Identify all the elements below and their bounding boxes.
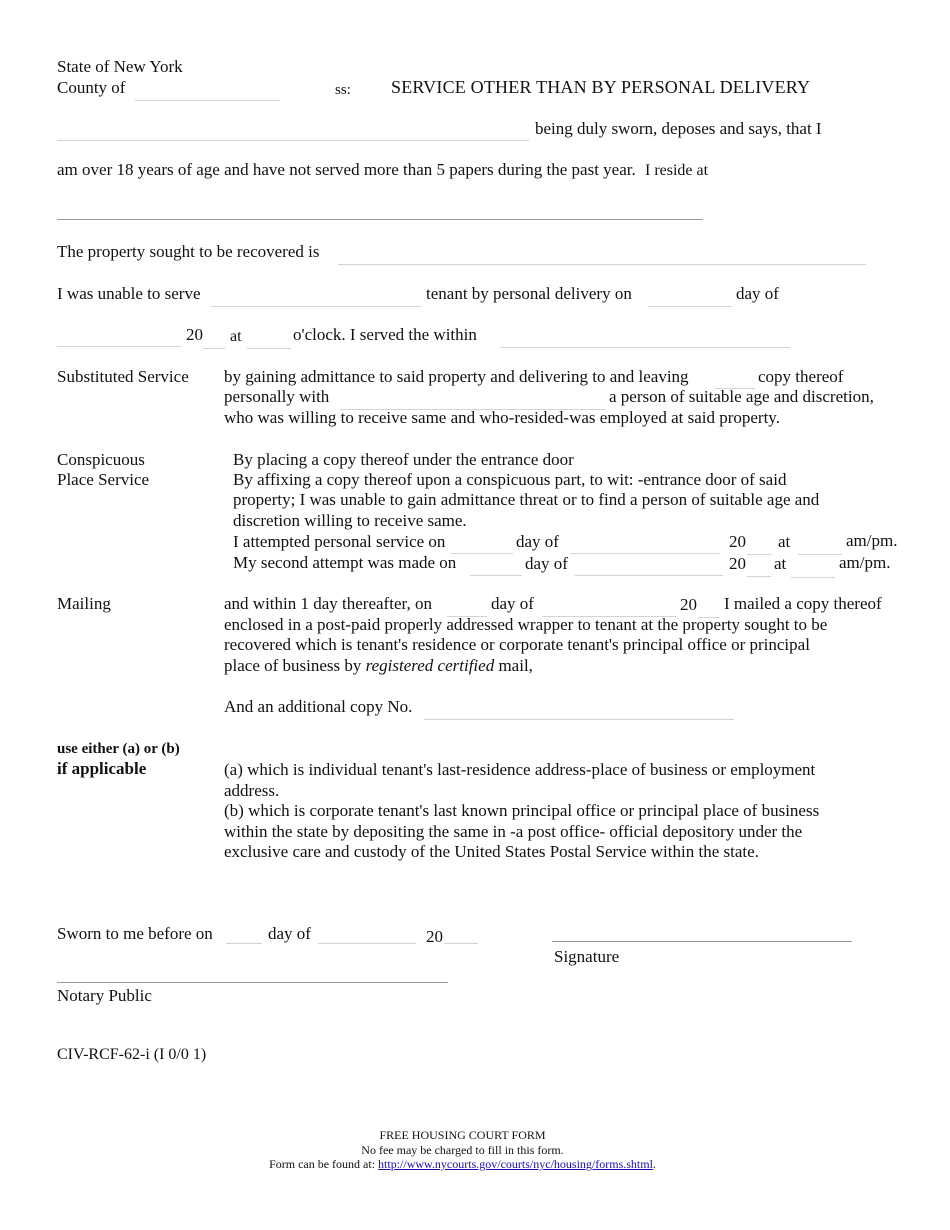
option-a-line-2: address. bbox=[224, 781, 280, 800]
tenant-name-input[interactable] bbox=[211, 286, 421, 307]
unable-label: I was unable to serve bbox=[57, 284, 201, 303]
delivery-day-input[interactable] bbox=[648, 286, 732, 307]
option-b-line-2: within the state by depositing the same in -a post office- official depository under the bbox=[224, 822, 803, 841]
day-of-label: day of bbox=[736, 284, 779, 303]
second-attempt-day-of: day of bbox=[525, 554, 568, 573]
year-prefix: 20 bbox=[186, 325, 203, 344]
registered-certified-text: registered certified bbox=[365, 656, 495, 675]
second-attempt-month-input[interactable] bbox=[575, 555, 723, 576]
mailing-label: Mailing bbox=[57, 594, 111, 613]
mailing-line-2: enclosed in a post-paid properly addressed wrapper to tenant at the property sought to be bbox=[224, 615, 828, 634]
sworn-month-input[interactable] bbox=[318, 923, 416, 944]
recipient-name-input[interactable] bbox=[340, 389, 605, 410]
second-attempt-day-input[interactable] bbox=[470, 555, 522, 576]
option-a-line-1: (a) which is individual tenant's last-residence address-place of business or employment bbox=[224, 760, 816, 779]
delivery-year-input[interactable] bbox=[203, 328, 225, 349]
reside-label: I reside at bbox=[645, 162, 709, 179]
age-statement: am over 18 years of age and have not served more than 5 papers during the past year. bbox=[57, 160, 636, 179]
delivery-time-input[interactable] bbox=[247, 328, 291, 349]
county-input[interactable] bbox=[135, 80, 280, 101]
conspicuous-label-2: Place Service bbox=[57, 470, 150, 489]
sworn-day-input[interactable] bbox=[226, 923, 262, 944]
sworn-year-input[interactable] bbox=[444, 923, 478, 944]
deponent-name-input[interactable] bbox=[57, 120, 529, 141]
conspicuous-line-4: discretion willing to receive same. bbox=[233, 511, 467, 530]
second-attempt-year-prefix: 20 bbox=[729, 554, 746, 573]
mailing-line-1: and within 1 day thereafter, on bbox=[224, 594, 432, 613]
form-code: CIV-RCF-62-i (I 0/0 1) bbox=[57, 1046, 207, 1063]
notary-line bbox=[57, 982, 448, 983]
second-attempt-label: My second attempt was made on bbox=[233, 553, 457, 572]
additional-copy-label: And an additional copy No. bbox=[224, 697, 413, 716]
option-b-line-3: exclusive care and custody of the United States Postal Service within the state. bbox=[224, 842, 759, 861]
sworn-year-prefix: 20 bbox=[426, 927, 443, 946]
conspicuous-line-2: By affixing a copy thereof upon a conspicuous part, to wit: -entrance door of said bbox=[233, 470, 787, 489]
first-attempt-year-prefix: 20 bbox=[729, 532, 746, 551]
delivery-month-input[interactable] bbox=[57, 326, 181, 347]
personally-with-label: personally with bbox=[224, 387, 330, 406]
residence-line bbox=[57, 219, 703, 220]
footer-no-fee: No fee may be charged to fill in this form. bbox=[361, 1142, 564, 1157]
second-attempt-year-input[interactable] bbox=[747, 556, 771, 577]
footer-location: Form can be found at: http://www.nycourts.gov/courts/nyc/housing/forms.shtml. bbox=[269, 1157, 656, 1171]
mailing-line-4: place of business by registered certified mail, bbox=[224, 656, 533, 675]
option-b-line-1: (b) which is corporate tenant's last known principal office or principal place of business bbox=[224, 801, 820, 820]
form-title: SERVICE OTHER THAN BY PERSONAL DELIVERY bbox=[391, 77, 811, 97]
additional-copy-input[interactable] bbox=[424, 699, 734, 720]
served-document-input[interactable] bbox=[500, 327, 790, 348]
first-attempt-label: I attempted personal service on bbox=[233, 532, 446, 551]
county-label: County of bbox=[57, 78, 126, 97]
second-attempt-time-input[interactable] bbox=[791, 557, 835, 578]
at-label: at bbox=[230, 328, 242, 345]
mailed-copy-label: I mailed a copy thereof bbox=[724, 594, 882, 613]
substituted-service-label: Substituted Service bbox=[57, 367, 189, 386]
first-attempt-year-input[interactable] bbox=[747, 534, 771, 555]
residence-input[interactable] bbox=[57, 199, 703, 219]
mailing-line-3: recovered which is tenant's residence or corporate tenant's principal office or principal bbox=[224, 635, 810, 654]
first-attempt-time-input[interactable] bbox=[798, 534, 842, 555]
sworn-day-of: day of bbox=[268, 924, 311, 943]
property-input[interactable] bbox=[338, 244, 866, 265]
sworn-label: Sworn to me before on bbox=[57, 924, 213, 943]
first-attempt-at: at bbox=[778, 532, 791, 551]
first-attempt-day-input[interactable] bbox=[451, 533, 513, 554]
substituted-line-1: by gaining admittance to said property and delivering to and leaving bbox=[224, 367, 689, 386]
mailing-day-input[interactable] bbox=[447, 596, 487, 617]
footer bbox=[0, 1128, 925, 1172]
conspicuous-line-1: By placing a copy thereof under the entrance door bbox=[233, 450, 574, 469]
mailing-day-of: day of bbox=[491, 594, 534, 613]
conspicuous-label-1: Conspicuous bbox=[57, 450, 145, 469]
conspicuous-line-3: property; I was unable to gain admittance threat or to find a person of suitable age and bbox=[233, 490, 820, 509]
property-label: The property sought to be recovered is bbox=[57, 242, 320, 261]
first-attempt-month-input[interactable] bbox=[570, 533, 720, 554]
footer-free-form: FREE HOUSING COURT FORM bbox=[379, 1128, 546, 1142]
forms-link[interactable]: http://www.nycourts.gov/courts/nyc/housing/forms.shtml bbox=[378, 1157, 653, 1171]
signature-input[interactable] bbox=[552, 920, 852, 940]
either-label-1: use either (a) or (b) bbox=[57, 741, 180, 757]
ss-label: ss: bbox=[335, 82, 351, 98]
substituted-line-3: who was willing to receive same and who-resided-was employed at said property. bbox=[224, 408, 780, 427]
copy-thereof-label: copy thereof bbox=[758, 367, 844, 386]
second-attempt-at: at bbox=[774, 554, 787, 573]
notary-label: Notary Public bbox=[57, 986, 152, 1005]
second-attempt-ampm: am/pm. bbox=[839, 553, 891, 572]
sworn-text: being duly sworn, deposes and says, that I bbox=[535, 119, 822, 138]
first-attempt-day-of: day of bbox=[516, 532, 559, 551]
mailing-month-input[interactable] bbox=[542, 596, 676, 617]
either-label-2: if applicable bbox=[57, 759, 147, 778]
personal-delivery-label: tenant by personal delivery on bbox=[426, 284, 632, 303]
first-attempt-ampm: am/pm. bbox=[846, 531, 898, 550]
oclock-text: o'clock. I served the within bbox=[293, 325, 477, 344]
copy-count-input[interactable] bbox=[715, 368, 755, 389]
mailing-year-prefix: 20 bbox=[680, 595, 697, 614]
signature-line bbox=[552, 941, 852, 942]
notary-input[interactable] bbox=[57, 961, 448, 981]
suitable-age-label: a person of suitable age and discretion, bbox=[609, 387, 874, 406]
state-label: State of New York bbox=[57, 57, 183, 76]
signature-label: Signature bbox=[554, 947, 620, 966]
